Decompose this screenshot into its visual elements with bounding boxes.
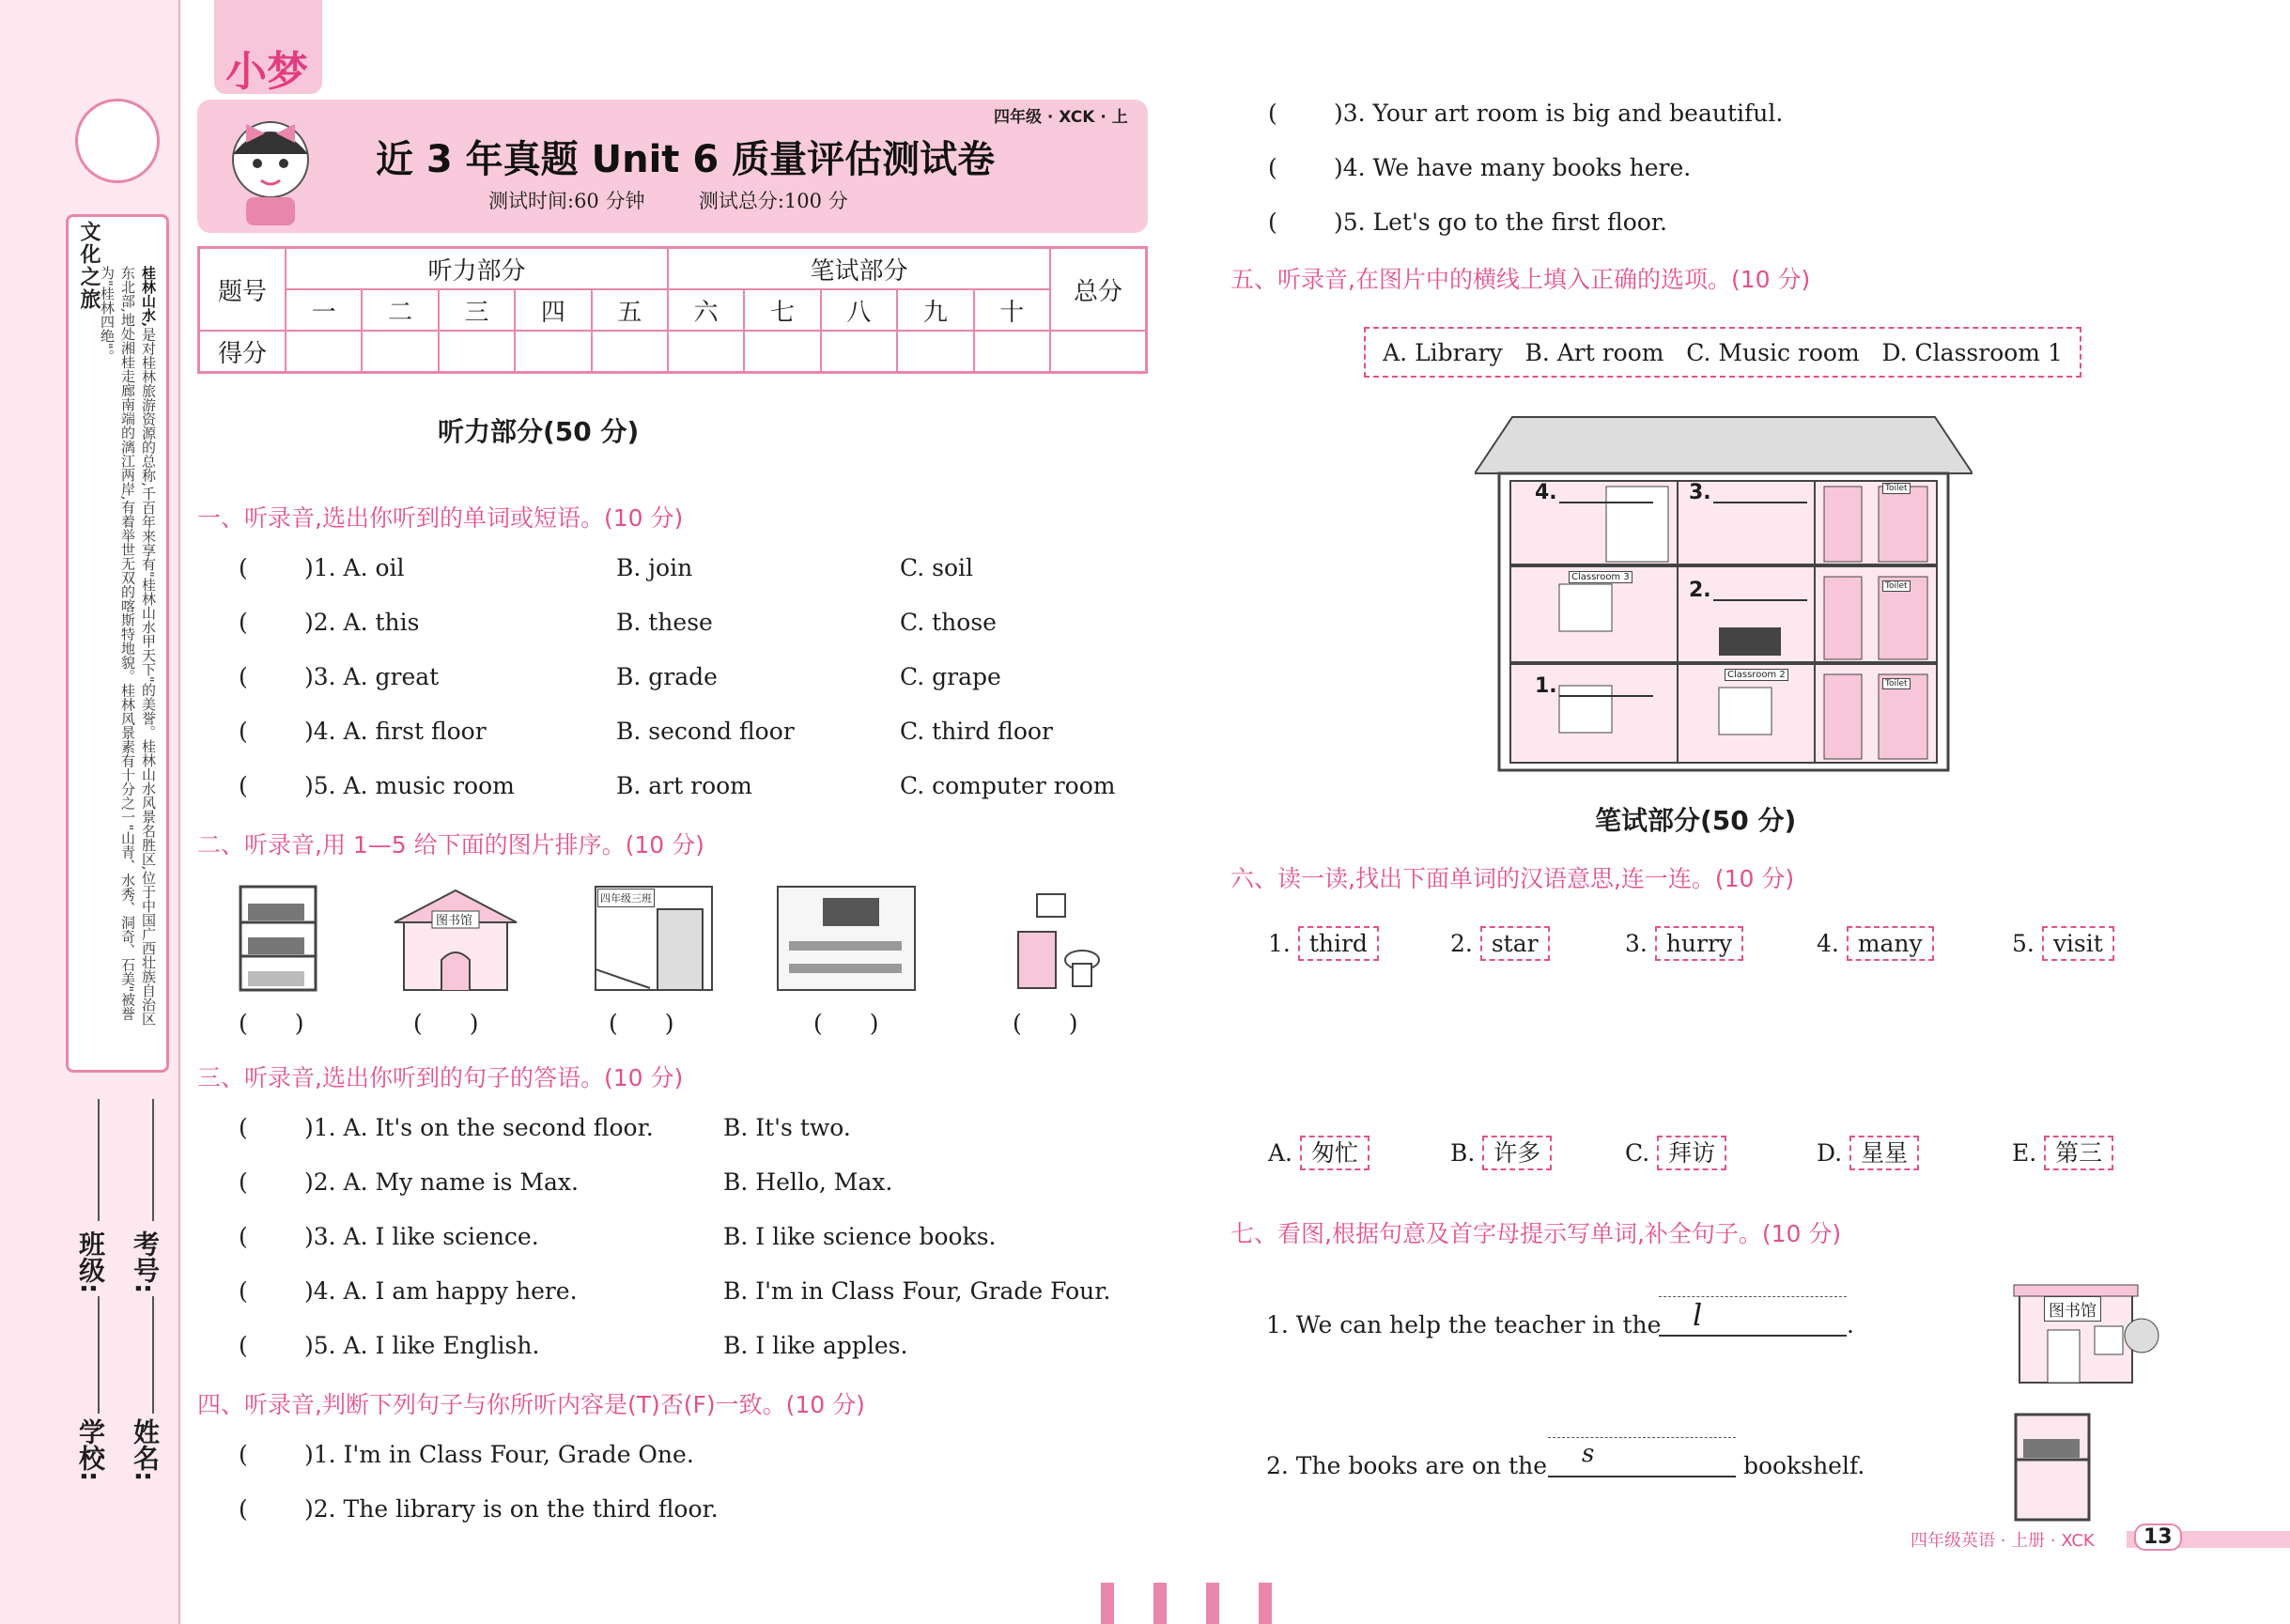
option-b: B. I like science books. [723,1223,997,1250]
hint-letter: s [1582,1440,1595,1468]
writing-blank-2[interactable] [1548,1437,1736,1477]
meaning-box: 匆忙 [1300,1136,1369,1170]
answer-paren[interactable]: ( [239,1223,248,1250]
score-table-writing: 笔试部分 [668,248,1050,290]
score-cell[interactable] [286,331,362,373]
answer-paren[interactable]: ( [239,1332,248,1359]
library-building-picture [385,885,526,992]
score-table-q-label: 题号 [199,248,286,332]
answer-paren[interactable]: ( [239,718,248,745]
toilet-sign: Toilet [1882,483,1911,494]
sentence-text: 2. The books are on the [1266,1452,1547,1479]
number-field[interactable] [152,1099,154,1221]
culture-text-body: 是对桂林旅游资源的总称,千百年来享有"桂林山水甲天下"的美誉。桂林山水风景名胜区,位于中国广西壮族自治区东北部,地处湘桂走廊南端的漓江两岸,有着举世无双的喀斯特地貌。桂林风景素有十分之一"山青、水秀、洞奇、石美"被誉为"桂林四绝"。 [99,266,157,1026]
name-label: 姓名: [130,1418,161,1482]
meaning-box: 许多 [1482,1136,1552,1170]
score-table-num: 六 [668,289,744,331]
score-cell[interactable] [974,331,1050,373]
hint-letter: l [1693,1297,1703,1333]
word-box: third [1298,926,1379,961]
test-time: 测试时间:60 分钟 [488,190,645,212]
bookshelf-small-picture [2014,1413,2091,1522]
word-number: 4. [1817,930,1839,957]
period: . [1847,1311,1854,1338]
option-a: )2. A. this [304,609,420,636]
answer-paren[interactable]: ( ) [1013,1010,1078,1037]
section6-title: 六、读一读,找出下面单词的汉语意思,连一连。(10 分) [1230,865,1795,892]
score-table-listening: 听力部分 [286,248,668,290]
word-box: visit [2042,926,2114,961]
option-b: B. grade [616,663,718,690]
meaning-letter: A. [1268,1139,1293,1167]
option-b: B. Hello, Max. [723,1168,893,1196]
answer-paren[interactable]: ( ) [609,1010,674,1037]
answer-paren[interactable]: ( [239,663,248,690]
library-sign: 图书馆 [2044,1296,2101,1322]
score-cell[interactable] [668,331,744,373]
option-c: C. grape [900,663,1001,690]
crown-emblem-icon [75,99,160,183]
section7-q2 [1266,1452,1547,1479]
blank-label-4: 4. [1535,481,1557,504]
section4-title: 四、听录音,判断下列句子与你所听内容是(T)否(F)一致。(10 分) [197,1391,865,1418]
meaning-letter: D. [1817,1139,1843,1167]
word-box: hurry [1655,926,1743,961]
culture-title: 文化之旅 [77,221,101,311]
meaning-letter: B. [1450,1139,1476,1167]
option-a: )3. A. great [304,663,440,690]
word-item[interactable] [1625,930,1743,957]
meaning-item[interactable] [2012,1135,2113,1168]
answer-paren[interactable]: ( ) [813,1010,879,1037]
blank-line-4[interactable] [1559,502,1653,503]
score-cell[interactable] [821,331,897,373]
toilet-sign: Toilet [1882,580,1911,592]
word-number: 3. [1625,930,1648,957]
option-b: B. It's two. [723,1114,851,1141]
option-c: C. those [900,609,997,636]
meaning-letter: E. [2012,1139,2037,1167]
listening-heading: 听力部分(50 分) [438,416,640,447]
option-a: )4. A. first floor [304,718,487,745]
art-room-picture [776,885,917,992]
meaning-letter: C. [1625,1139,1650,1167]
score-cell[interactable] [897,331,973,373]
culture-text [76,266,159,1036]
word-item[interactable] [1450,930,1550,957]
toilet-picture [999,885,1103,992]
word-item[interactable] [1268,930,1379,957]
test-meta [488,186,848,214]
classroom3-sign: Classroom 3 [1569,571,1632,583]
score-table-num: 三 [439,289,515,331]
class-label: 班级: [75,1230,106,1294]
section2-title: 二、听录音,用 1—5 给下面的图片排序。(10 分) [197,831,704,858]
word-number: 5. [2012,930,2035,957]
answer-paren[interactable]: ( [1268,209,1277,236]
option-c: C. soil [900,554,974,581]
meaning-item[interactable] [1625,1135,1726,1168]
blank-label-1: 1. [1535,674,1557,698]
score-table-total: 总分 [1050,248,1147,332]
option-b: B. second floor [616,718,795,745]
option-b: B. art room [616,772,752,799]
classroom2-sign: Classroom 2 [1725,669,1788,681]
score-table-num: 二 [362,289,438,331]
class-field[interactable] [98,1099,100,1221]
answer-paren[interactable]: ( [239,1495,248,1523]
section1-title: 一、听录音,选出你听到的单词或短语。(10 分) [197,504,684,532]
meaning-box: 第三 [2044,1136,2113,1170]
answer-paren[interactable]: ( [239,1114,248,1141]
answer-paren[interactable]: ( [239,1441,248,1468]
word-item[interactable] [1817,930,1934,957]
writing-blank-1[interactable] [1659,1296,1847,1337]
option-a: )5. A. music room [304,772,515,799]
page-title: 近 3 年真题 Unit 6 质量评估测试卷 [376,138,996,181]
name-field[interactable] [152,1296,154,1414]
writing-heading: 笔试部分(50 分) [1595,805,1797,836]
score-cell[interactable] [592,331,668,373]
word-number: 2. [1450,930,1473,957]
page-number: 13 [2134,1523,2182,1551]
blank-line-2[interactable] [1713,599,1807,601]
answer-paren[interactable]: ( [239,554,248,581]
sentence-tail: bookshelf. [1743,1452,1865,1479]
score-cell[interactable] [439,331,515,373]
option-a: )2. A. My name is Max. [304,1168,579,1196]
meaning-item[interactable] [1268,1135,1369,1168]
blank-line-3[interactable] [1713,502,1807,503]
score-table-num: 五 [592,289,668,331]
answer-paren[interactable]: ( ) [413,1010,479,1037]
option-b: B. join [616,554,693,581]
toilet-sign: Toilet [1882,678,1911,689]
options-box [1364,327,2081,378]
library-sign: 图书馆 [436,914,473,928]
binding-mark [1101,1583,1114,1624]
word-box: many [1847,926,1934,961]
library-small-picture [2010,1270,2160,1384]
meaning-item[interactable] [1817,1135,1919,1168]
score-table-score-label: 得分 [199,331,286,373]
answer-paren[interactable]: ( ) [239,1010,304,1037]
meaning-box: 星星 [1849,1136,1919,1170]
test-score: 测试总分:100 分 [698,190,848,212]
blank-line-1[interactable] [1559,695,1653,697]
culture-text-lead: 桂林山水, [140,266,157,328]
score-cell[interactable] [362,331,438,373]
score-table-num: 一 [286,289,362,331]
binding-mark [1259,1583,1272,1624]
statement: )1. I'm in Class Four, Grade One. [304,1441,694,1468]
binding-mark [1153,1583,1167,1624]
word-item[interactable] [2012,930,2114,957]
score-cell[interactable] [515,331,591,373]
answer-paren[interactable]: ( [239,1277,248,1305]
meaning-item[interactable] [1450,1135,1552,1168]
score-table-num: 七 [744,289,820,331]
score-table-num: 十 [974,289,1050,331]
statement: )3. Your art room is big and beautiful. [1334,100,1784,127]
section7-title: 七、看图,根据句意及首字母提示写单词,补全句子。(10 分) [1230,1220,1842,1247]
answer-paren[interactable]: ( [1268,154,1277,181]
grade-tag: 四年级 · XCK · 上 [994,108,1128,127]
option-b: B. these [616,609,713,636]
statement: )4. We have many books here. [1334,154,1692,181]
blank-label-3: 3. [1689,481,1711,504]
option-b: B. I'm in Class Four, Grade Four. [723,1277,1111,1305]
word-number: 1. [1268,930,1291,957]
statement: )5. Let's go to the first floor. [1334,209,1667,236]
score-table-num: 四 [515,289,591,331]
section3-title: 三、听录音,选出你听到的句子的答语。(10 分) [197,1064,684,1091]
footer-book: 四年级英语 · 上册 · XCK [1911,1531,2095,1551]
binding-mark [1206,1583,1219,1624]
classroom-door-picture [594,885,714,992]
score-table-num: 八 [821,289,897,331]
answer-paren[interactable]: ( [1268,100,1277,127]
section7-q1 [1266,1311,1661,1338]
mascot-icon [218,105,323,227]
option-c: C. computer room [900,772,1116,799]
score-total-cell[interactable] [1050,331,1147,373]
number-label: 考号: [130,1230,161,1294]
answer-paren[interactable]: ( [239,772,248,799]
school-field[interactable] [98,1296,100,1414]
bookshelf-picture [239,885,317,992]
meaning-box: 拜访 [1657,1136,1726,1170]
score-cell[interactable] [744,331,820,373]
option-a: )1. A. It's on the second floor. [304,1114,654,1141]
school-building-picture [1475,415,1973,772]
answer-paren[interactable]: ( [239,609,248,636]
option-a: )1. A. oil [304,554,405,581]
statement: )2. The library is on the third floor. [304,1495,719,1523]
answer-paren[interactable]: ( [239,1168,248,1196]
option-b: B. I like apples. [723,1332,908,1359]
brand-logo: 小梦 [225,48,308,96]
option-a: )4. A. I am happy here. [304,1277,578,1305]
school-label: 学校: [75,1418,106,1482]
culture-box [66,214,169,1073]
blank-label-2: 2. [1689,579,1711,602]
section5-title: 五、听录音,在图片中的横线上填入正确的选项。(10 分) [1230,266,1811,293]
sentence-text: 1. We can help the teacher in the [1266,1311,1662,1338]
option-a: )3. A. I like science. [304,1223,539,1250]
options-text: A. Library B. Art room C. Music room D. Classroom 1 [1383,338,2063,366]
word-box: star [1480,926,1550,961]
classroom-sign: 四年级三班 [597,889,655,907]
option-a: )5. A. I like English. [304,1332,540,1359]
option-c: C. third floor [900,718,1053,745]
score-table [197,246,1148,374]
score-table-num: 九 [897,289,973,331]
